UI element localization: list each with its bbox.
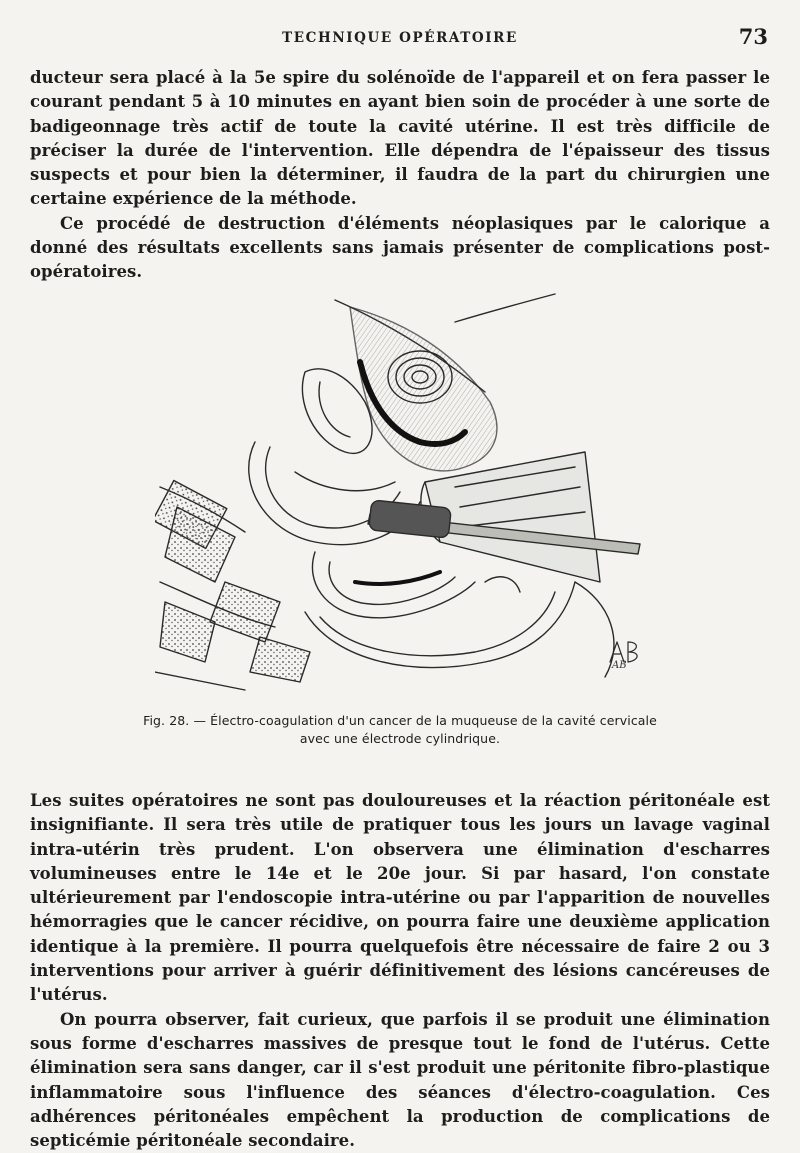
caption-line-2: avec une électrode cylindrique.	[299, 731, 501, 746]
bottom-text-block	[30, 789, 770, 1153]
illustrator-signature: AB	[612, 660, 627, 671]
running-title: TECHNIQUE OPÉRATOIRE	[282, 30, 518, 46]
anatomical-illustration	[155, 282, 650, 692]
illustration-drawing	[155, 282, 650, 692]
paragraph-postoperative: Les suites opératoires ne sont pas douloureuses et la réaction péritonéale est insignifiante. Il sera très utile de pratiquer tous les jours un lavage vaginal intra-utérin très prudent. L'on observera une élimination d'escharres volumineuses entre le 14e et le 20e jour. Si par hasard, l'on constate ultérieurement par l'endoscopie intra-utérine ou par l'apparition de nouvelles hémorragies que le cancer récidive, on pourra faire une deuxième application identique à la première. Il pourra quelquefois être nécessaire de faire 2 ou 3 interventions pour arriver à guérir définitivement des lésions cancéreuses de l'utérus.	[30, 791, 770, 1005]
paragraph-results: Ce procédé de destruction d'éléments néoplasiques par le calorique a donné des résultats excellents sans jamais présenter de complications post-opératoires.	[30, 213, 770, 282]
page-header	[30, 24, 770, 56]
top-text-block	[30, 66, 770, 285]
paragraph-elimination: On pourra observer, fait curieux, que parfois il se produit une élimination sous forme d'escharres massives de presque tout le fond de l'utérus. Cette élimination sera sans danger, car il s'est produit une péritonite fibro-plastique inflammatoire sous l'influence des séances d'électro-coagulation. Ces adhérences péritonéales empêchent la production de complications de septicémie péritonéale secondaire.	[30, 1009, 770, 1151]
caption-line-1: Fig. 28. — Électro-coagulation d'un cancer de la muqueuse de la cavité cervicale	[143, 713, 657, 728]
page-number: 73	[738, 24, 768, 49]
paragraph-intro: ducteur sera placé à la 5e spire du solénoïde de l'appareil et on fera passer le courant pendant 5 à 10 minutes en ayant bien soin de procéder à une sorte de badigeonnage très actif de toute la cavité utérine. Il est très difficile de préciser la durée de l'intervention. Elle dépendra de l'épaisseur des tissus suspects et pour bien la déterminer, il faudra de la part du chirurgien une certaine expérience de la méthode.	[30, 68, 770, 209]
figure-caption	[60, 712, 740, 748]
